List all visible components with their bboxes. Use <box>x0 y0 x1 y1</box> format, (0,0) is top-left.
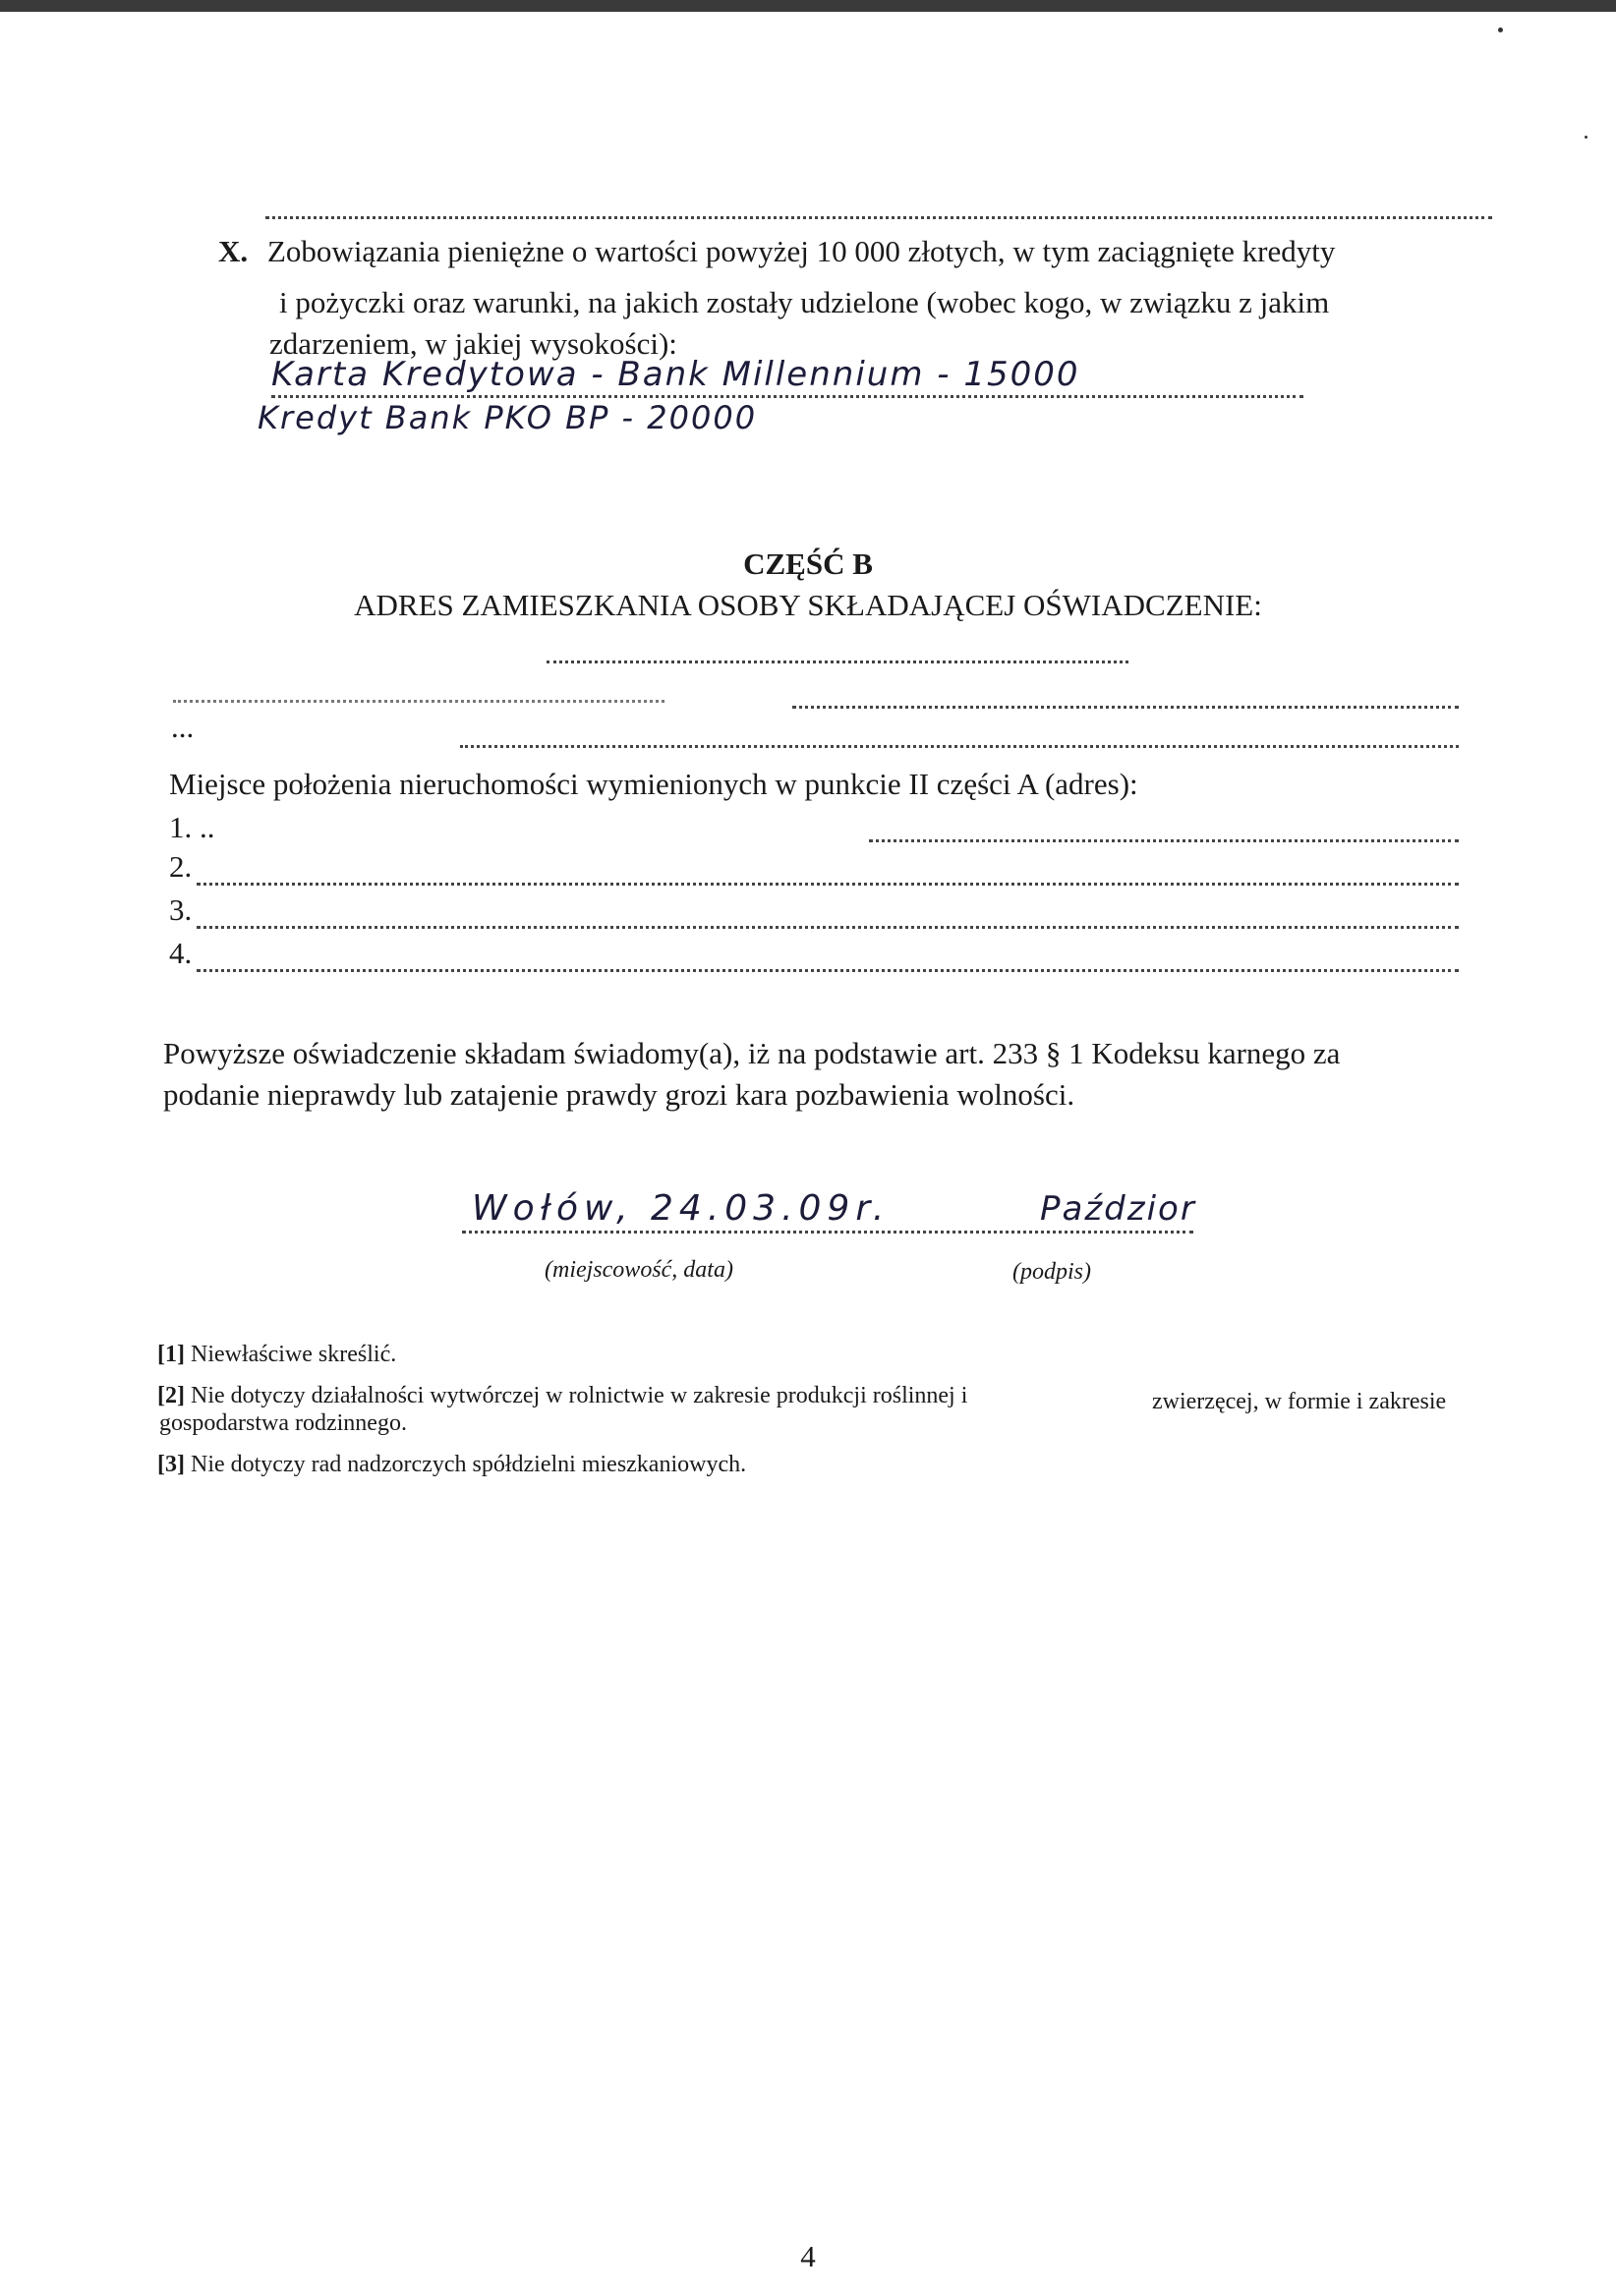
handwritten-signature: Paździor <box>1040 1189 1196 1229</box>
footnote-marker: [2] <box>157 1383 185 1408</box>
property-item-number: 1. .. <box>169 810 215 844</box>
footnote-text-line2: gospodarstwa rodzinnego. <box>159 1410 407 1436</box>
footnote <box>157 1339 396 1370</box>
footnote-text: Nie dotyczy działalności wytwórczej w rolnictwie w zakresie produkcji roślinnej i <box>190 1383 968 1408</box>
property-item-number: 2. <box>169 849 193 884</box>
dotted-line <box>197 883 1459 886</box>
section-x-text-line: zdarzeniem, w jakiej wysokości): <box>269 326 677 361</box>
footnote-marker: [3] <box>157 1452 185 1477</box>
handwritten-liability: Karta Kredytowa - Bank Millennium - 15000 <box>271 355 1080 394</box>
ellipsis-text: ... <box>171 710 195 744</box>
footnote <box>157 1449 746 1480</box>
dotted-line <box>197 926 1459 929</box>
footnote-text: Nie dotyczy rad nadzorczych spółdzielni mieszkaniowych. <box>190 1452 747 1477</box>
dotted-line <box>792 706 1459 709</box>
place-date-caption: (miejscowość, data) <box>545 1257 733 1283</box>
footnote-text: Niewłaściwe skreślić. <box>190 1342 397 1367</box>
dotted-line <box>547 660 1128 663</box>
property-item-number: 4. <box>169 936 193 970</box>
dotted-line <box>173 700 664 703</box>
part-b-title: CZĘŚĆ B <box>743 546 873 581</box>
dotted-line <box>869 839 1459 842</box>
page-number: 4 <box>800 2239 816 2273</box>
scan-top-edge <box>0 0 1616 12</box>
footnote-text-continued: zwierzęcej, w formie i zakresie <box>1152 1389 1447 1414</box>
dotted-line <box>197 969 1459 972</box>
signature-dotted-line <box>462 1231 1193 1234</box>
signature-caption: (podpis) <box>1012 1259 1091 1285</box>
section-x-text-line: i pożyczki oraz warunki, na jakich zostały udzielone (wobec kogo, w związku z jakim <box>279 285 1330 319</box>
declaration-text-line: Powyższe oświadczenie składam świadomy(a), iż na podstawie art. 233 § 1 Kodeksu karnego za <box>163 1036 1341 1070</box>
property-location-label: Miejsce położenia nieruchomości wymienionych w punkcie II części A (adres): <box>169 767 1138 801</box>
dotted-line <box>265 216 1492 219</box>
scan-speck <box>1498 28 1503 32</box>
section-x-marker: X. <box>218 234 249 268</box>
handwritten-liability: Kredyt Bank PKO BP - 20000 <box>258 399 758 436</box>
scan-speck <box>1585 136 1587 139</box>
dotted-line <box>460 745 1459 748</box>
section-x-text-line: Zobowiązania pieniężne o wartości powyżej 10 000 złotych, w tym zaciągnięte kredyty <box>267 234 1336 268</box>
property-item-number: 3. <box>169 892 193 927</box>
footnote-marker: [1] <box>157 1342 185 1367</box>
declaration-text-line: podanie nieprawdy lub zatajenie prawdy grozi kara pozbawienia wolności. <box>163 1077 1075 1112</box>
part-b-subtitle: ADRES ZAMIESZKANIA OSOBY SKŁADAJĄCEJ OŚWIADCZENIE: <box>354 588 1262 622</box>
handwritten-place-date: Wołów, 24.03.09r. <box>472 1188 891 1229</box>
